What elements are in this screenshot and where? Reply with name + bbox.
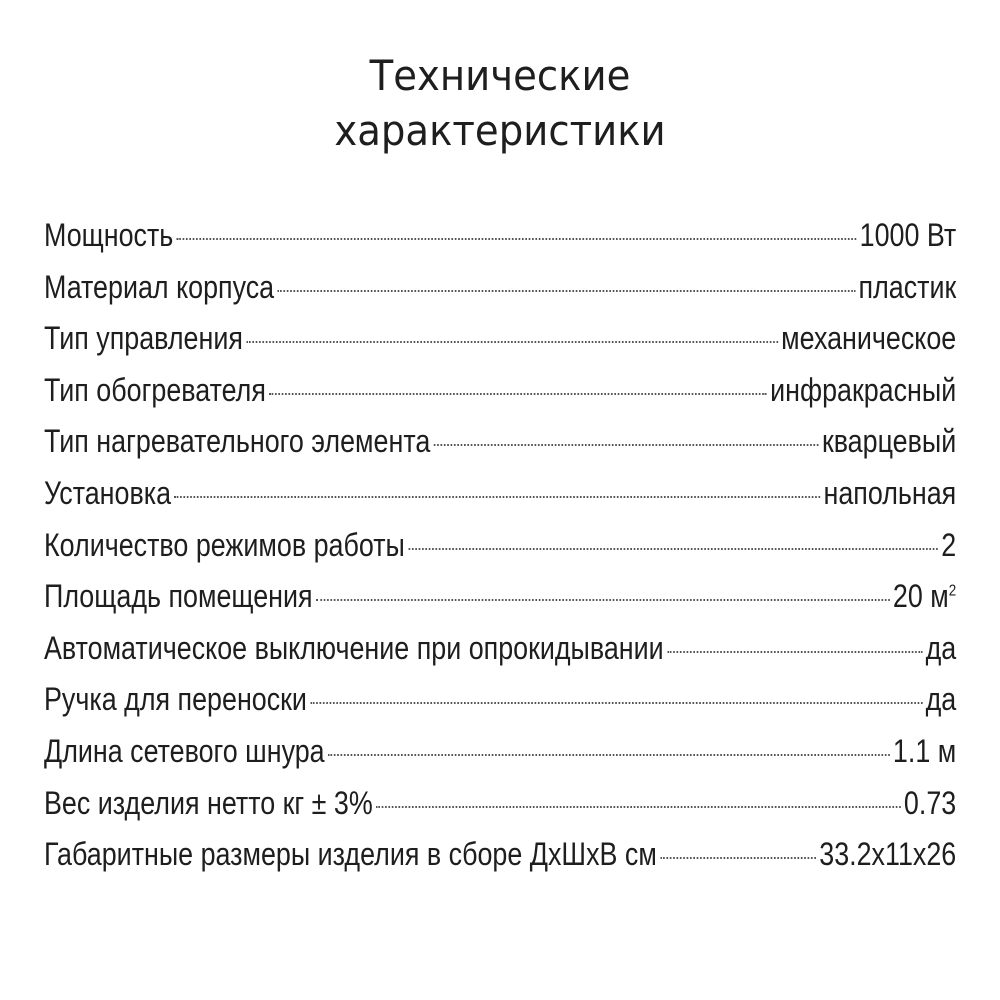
dot-leader: [310, 702, 922, 704]
dot-leader: [277, 290, 855, 292]
spec-row-tip-over-shutoff: [44, 630, 956, 682]
spec-label: Тип обогревателя: [44, 371, 266, 408]
spec-value: да: [925, 681, 957, 718]
dot-leader: [660, 857, 816, 859]
spec-value: кварцевый: [821, 423, 957, 460]
spec-row-modes: [44, 527, 956, 579]
spec-label: Площадь помещения: [44, 578, 313, 615]
page-title-line-1: Технические: [369, 51, 631, 100]
spec-row-handle: [44, 681, 956, 733]
spec-row-heater-type: [44, 372, 956, 424]
dot-leader: [174, 496, 820, 498]
page-title-line-2: характеристики: [334, 106, 666, 155]
spec-label: Тип нагревательного элемента: [44, 423, 431, 460]
spec-value: да: [925, 629, 957, 666]
spec-label: Установка: [44, 474, 172, 511]
dot-leader: [408, 548, 938, 550]
spec-row-net-weight: [44, 785, 956, 837]
spec-label: Мощность: [44, 217, 174, 253]
spec-label: Длина сетевого шнура: [44, 732, 325, 769]
dot-leader: [177, 238, 857, 240]
spec-row-installation: [44, 475, 956, 527]
spec-value: 0.73: [903, 784, 957, 821]
spec-label: Габаритные размеры изделия в сборе ДхШхВ см: [44, 836, 657, 873]
spec-label: Количество режимов работы: [44, 526, 405, 563]
dot-leader: [667, 651, 922, 653]
spec-row-material: [44, 269, 956, 321]
spec-list: [44, 217, 956, 888]
spec-label: Автоматическое выключение при опрокидывании: [44, 629, 664, 666]
spec-label: Вес изделия нетто кг ± 3%: [44, 784, 373, 821]
dot-leader: [328, 754, 890, 756]
spec-value-text: 20 м: [892, 578, 949, 615]
spec-label: Ручка для переноски: [44, 681, 307, 718]
spec-label: Тип управления: [44, 320, 243, 357]
spec-value: 2: [941, 526, 957, 563]
dot-leader: [376, 806, 900, 808]
spec-value: механическое: [781, 320, 957, 357]
spec-value: инфракрасный: [770, 371, 957, 408]
dot-leader: [246, 341, 777, 343]
spec-value: [893, 578, 956, 615]
spec-row-cord-length: [44, 733, 956, 785]
spec-value: 33.2х11х26: [819, 836, 957, 873]
spec-value: 1.1 м: [892, 732, 957, 769]
dot-leader: [434, 444, 819, 446]
superscript: 2: [948, 582, 957, 600]
dot-leader: [269, 393, 766, 395]
spec-label: Материал корпуса: [44, 268, 275, 305]
spec-value: пластик: [858, 268, 957, 305]
spec-row-dimensions: [44, 836, 956, 888]
spec-value: напольная: [823, 474, 957, 511]
spec-row-power: [44, 217, 956, 269]
spec-value: 1000 Вт: [859, 217, 957, 253]
spec-row-room-area: [44, 578, 956, 630]
spec-row-control-type: [44, 320, 956, 372]
dot-leader: [316, 599, 890, 601]
spec-row-heating-element: [44, 423, 956, 475]
page-title: [40, 48, 960, 158]
